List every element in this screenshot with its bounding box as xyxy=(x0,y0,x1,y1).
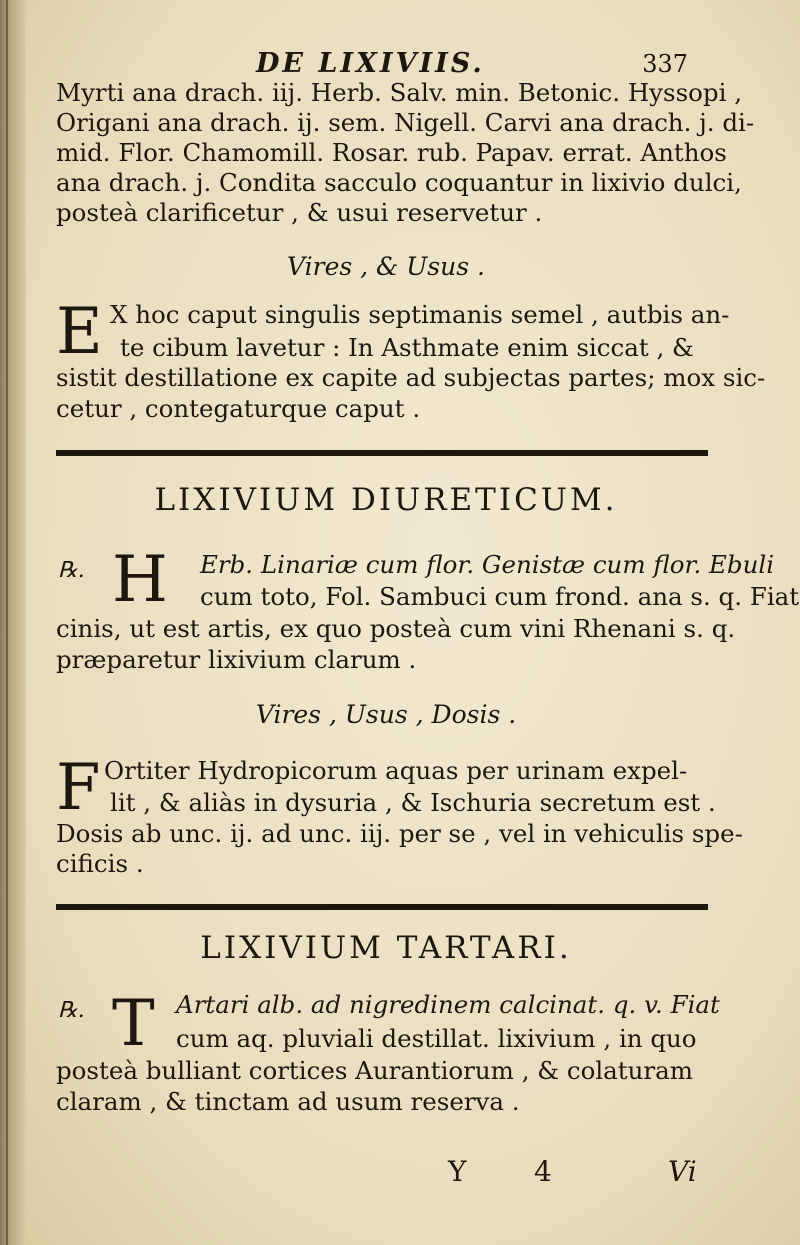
text-line: claram , & tinctam ad usum reserva . xyxy=(56,1087,520,1116)
text-line: cinis, ut est artis, ex quo posteà cum vini Rhenani s. q. xyxy=(56,614,736,643)
text-line: posteà clarificetur , & usui reservetur . xyxy=(56,198,543,227)
top-paragraph xyxy=(56,78,755,228)
text-line: cificis . xyxy=(56,849,144,878)
drop-cap: F xyxy=(56,751,101,825)
running-head-title: DE LIXIVIIS. xyxy=(256,48,485,79)
drop-cap: T xyxy=(112,987,155,1061)
text-line: lit , & aliàs in dysuria , & Ischuria secretum est . xyxy=(110,788,716,817)
book-gutter xyxy=(0,0,26,1245)
gutter-edge-line xyxy=(6,0,8,1245)
text-line: X hoc caput singulis septimanis semel , autbis an- xyxy=(110,300,730,329)
text-line: Artari alb. ad nigredinem calcinat. q. v. Fiat xyxy=(176,990,720,1019)
text-line: sistit destillatione ex capite ad subjectas partes; mox sic- xyxy=(56,363,766,392)
recipe-symbol: ℞. xyxy=(58,998,85,1023)
signature-mark: Y xyxy=(448,1155,467,1188)
text-line: ana drach. j. Condita sacculo coquantur in lixivio dulci, xyxy=(56,168,742,197)
text-line: cum aq. pluviali destillat. lixivium , in quo xyxy=(176,1024,697,1053)
text-line: Erb. Linariæ cum flor. Genistæ cum flor. Ebuli xyxy=(200,550,775,579)
text-line: cetur , contegaturque caput . xyxy=(56,394,421,423)
text-line: Origani ana drach. ij. sem. Nigell. Carvi ana drach. j. di- xyxy=(56,108,755,137)
section-subhead: Vires , & Usus . xyxy=(287,252,485,281)
drop-cap: E xyxy=(56,295,103,369)
catchword: Vi xyxy=(668,1155,697,1188)
signature-number: 4 xyxy=(534,1155,552,1188)
text-line: Ortiter Hydropicorum aquas per urinam expel- xyxy=(104,756,688,785)
section-heading: LIXIVIUM DIURETICUM. xyxy=(154,482,618,518)
text-line: Myrti ana drach. iij. Herb. Salv. min. Betonic. Hyssopi , xyxy=(56,78,743,107)
section-heading: LIXIVIUM TARTARI. xyxy=(200,930,572,966)
recipe-symbol: ℞. xyxy=(58,558,85,583)
divider-rule xyxy=(56,450,708,456)
section-subhead: Vires , Usus , Dosis . xyxy=(255,700,517,729)
text-line: mid. Flor. Chamomill. Rosar. rub. Papav. errat. Anthos xyxy=(56,138,727,167)
drop-cap: H xyxy=(112,543,168,617)
page-number: 337 xyxy=(642,50,688,78)
text-line: cum toto, Fol. Sambuci cum frond. ana s. q. Fiat xyxy=(200,582,800,611)
text-line: te cibum lavetur : In Asthmate enim siccat , & xyxy=(120,333,694,362)
text-line: posteà bulliant cortices Aurantiorum , & colaturam xyxy=(56,1056,693,1085)
divider-rule xyxy=(56,904,708,910)
text-line: Dosis ab unc. ij. ad unc. iij. per se , vel in vehiculis spe- xyxy=(56,819,743,848)
text-line: præparetur lixivium clarum . xyxy=(56,645,417,674)
